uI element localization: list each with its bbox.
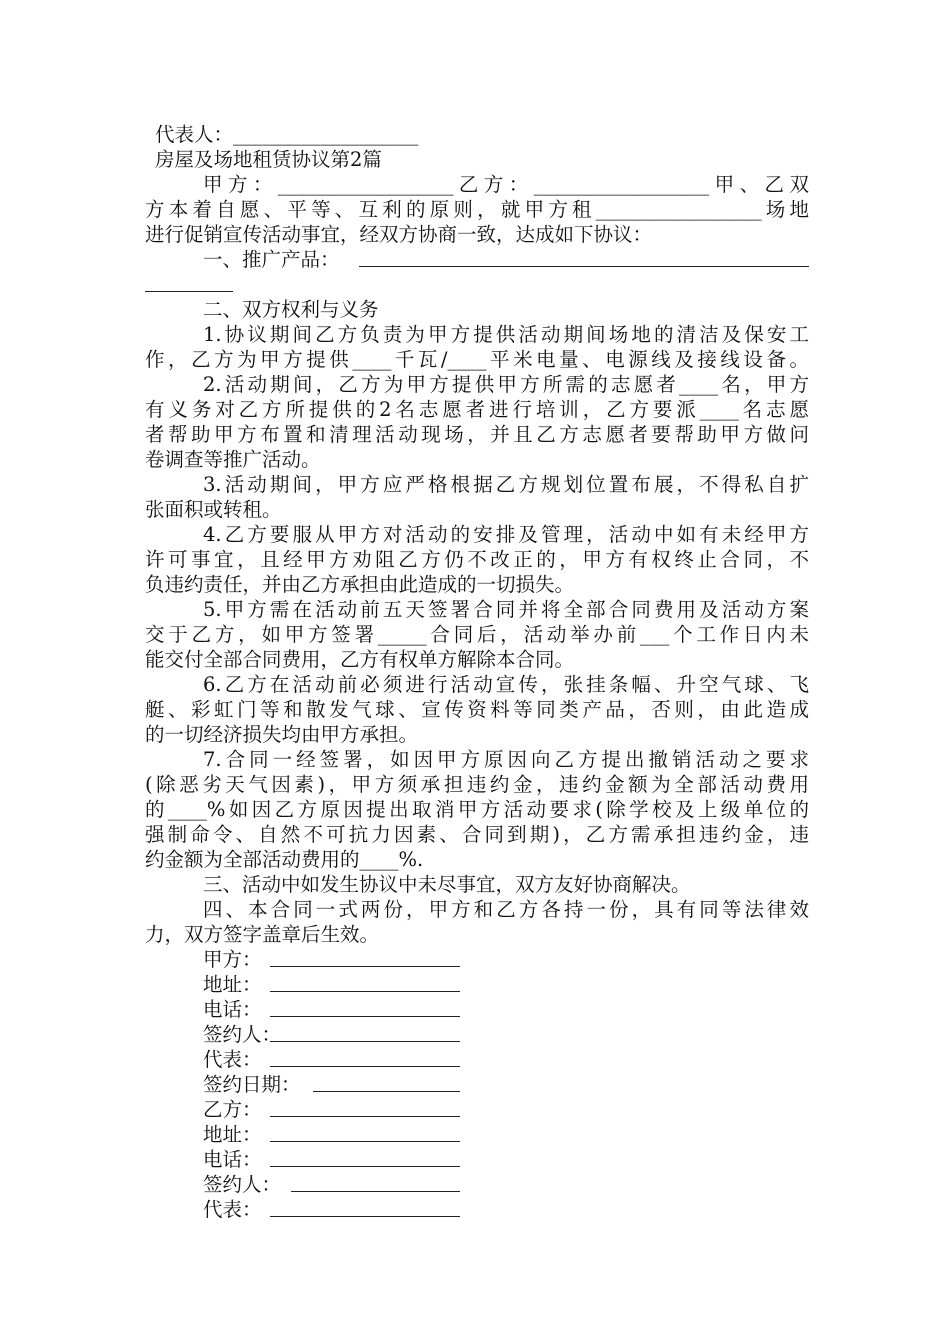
paragraph-line: 约金额为全部活动费用的____%.: [145, 848, 424, 871]
signature-blank: [291, 1191, 460, 1192]
paragraph-line: 张面积或转租。: [145, 498, 282, 521]
document-body: [145, 122, 809, 1222]
signature-label: 代表：: [203, 1198, 262, 1221]
paragraph-line: 2.活动期间，乙方为甲方提供甲方所需的志愿者____名，甲方: [203, 373, 809, 396]
paragraph-line: 许可事宜，且经甲方劝阻乙方仍不改正的，甲方有权终止合同，不: [145, 548, 809, 571]
section-heading: 二、双方权利与义务: [203, 298, 379, 321]
paragraph-line: 甲方：__________________乙方：__________________甲、乙双: [203, 173, 809, 196]
signature-label: 地址：: [203, 973, 262, 996]
representative-line: 代表人：___________________: [155, 123, 419, 146]
signature-label: 签约人：: [203, 1023, 282, 1046]
signature-row-phone-b: [145, 1147, 809, 1172]
signature-blank: [270, 1216, 460, 1217]
signature-blank: [270, 966, 460, 967]
paragraph-line: 6.乙方在活动前必须进行活动宣传，张挂条幅、升空气球、飞: [203, 673, 809, 696]
signature-row-party-a: [145, 947, 809, 972]
paragraph-line: 负违约责任，并由乙方承担由此造成的一切损失。: [145, 573, 575, 596]
signature-label: 电话：: [203, 998, 262, 1021]
paragraph-line: 交于乙方，如甲方签署_____合同后，活动举办前___个工作日内未: [145, 623, 809, 646]
product-label: 一、推广产品：: [203, 248, 340, 271]
paragraph-line: 者帮助甲方布置和清理活动现场，并且乙方志愿者要帮助甲方做问: [145, 423, 809, 446]
paragraph-line: 的____%如因乙方原因提出取消甲方活动要求(除学校及上级单位的: [145, 798, 809, 821]
product-blank-continued: [145, 272, 809, 297]
paragraph-line: 5.甲方需在活动前五天签署合同并将全部合同费用及活动方案: [203, 598, 809, 621]
signature-row-address-a: [145, 972, 809, 997]
signature-blank: [270, 1141, 460, 1142]
paragraph-line: 作，乙方为甲方提供____千瓦/____平米电量、电源线及接线设备。: [145, 348, 809, 371]
paragraph-line: 4.乙方要服从甲方对活动的安排及管理，活动中如有未经甲方: [203, 523, 809, 546]
product-blank: [359, 266, 809, 267]
signature-row-rep-a: [145, 1047, 809, 1072]
paragraph-line: 艇、彩虹门等和散发气球、宣传资料等同类产品，否则，由此造成: [145, 698, 809, 721]
paragraph-line: 7.合同一经签署，如因甲方原因向乙方提出撤销活动之要求: [203, 748, 809, 771]
signature-blank: [270, 1166, 460, 1167]
paragraph-line: 的一切经济损失均由甲方承担。: [145, 723, 419, 746]
signature-label: 代表：: [203, 1048, 262, 1071]
product-line: [145, 247, 809, 272]
paragraph-line: 四、本合同一式两份，甲方和乙方各持一份，具有同等法律效: [203, 898, 809, 921]
signature-blank: [270, 1016, 460, 1017]
signature-row-signer-a: [145, 1022, 809, 1047]
paragraph-line: 能交付全部合同费用，乙方有权单方解除本合同。: [145, 648, 575, 671]
paragraph-line: 有义务对乙方所提供的2名志愿者进行培训，乙方要派____名志愿: [145, 398, 809, 421]
signature-block: [145, 947, 809, 1222]
signature-label: 电话：: [203, 1148, 262, 1171]
signature-blank: [313, 1091, 460, 1092]
paragraph-line: 三、活动中如发生协议中未尽事宜，双方友好协商解决。: [203, 873, 691, 896]
paragraph-line: 卷调查等推广活动。: [145, 448, 321, 471]
signature-row-party-b: [145, 1097, 809, 1122]
signature-blank: [270, 1041, 460, 1042]
paragraph-line: (除恶劣天气因素)，甲方须承担违约金，违约金额为全部活动费用: [145, 773, 809, 796]
signature-label: 乙方：: [203, 1098, 262, 1121]
paragraph-line: 1.协议期间乙方负责为甲方提供活动期间场地的清洁及保安工: [203, 323, 809, 346]
paragraph-line: 3.活动期间，甲方应严格根据乙方规划位置布展，不得私自扩: [203, 473, 809, 496]
signature-blank: [270, 1066, 460, 1067]
paragraph-line: 进行促销宣传活动事宜，经双方协商一致，达成如下协议：: [145, 223, 653, 246]
signature-row-rep-b: [145, 1197, 809, 1222]
signature-label: 签约日期：: [203, 1073, 301, 1096]
signature-row-phone-a: [145, 997, 809, 1022]
signature-row-signer-b: [145, 1172, 809, 1197]
paragraph-line: 方本着自愿、平等、互利的原则，就甲方租_________________场地: [145, 198, 809, 221]
signature-label: 甲方：: [203, 948, 262, 971]
signature-row-date: [145, 1072, 809, 1097]
signature-blank: [270, 991, 460, 992]
signature-label: 签约人：: [203, 1173, 282, 1196]
signature-blank: [270, 1116, 460, 1117]
document-title: 房屋及场地租赁协议第2篇: [155, 148, 382, 171]
paragraph-line: 强制命令、自然不可抗力因素、合同到期)，乙方需承担违约金，违: [145, 823, 809, 846]
signature-row-address-b: [145, 1122, 809, 1147]
signature-label: 地址：: [203, 1123, 262, 1146]
paragraph-line: 力，双方签字盖章后生效。: [145, 923, 380, 946]
